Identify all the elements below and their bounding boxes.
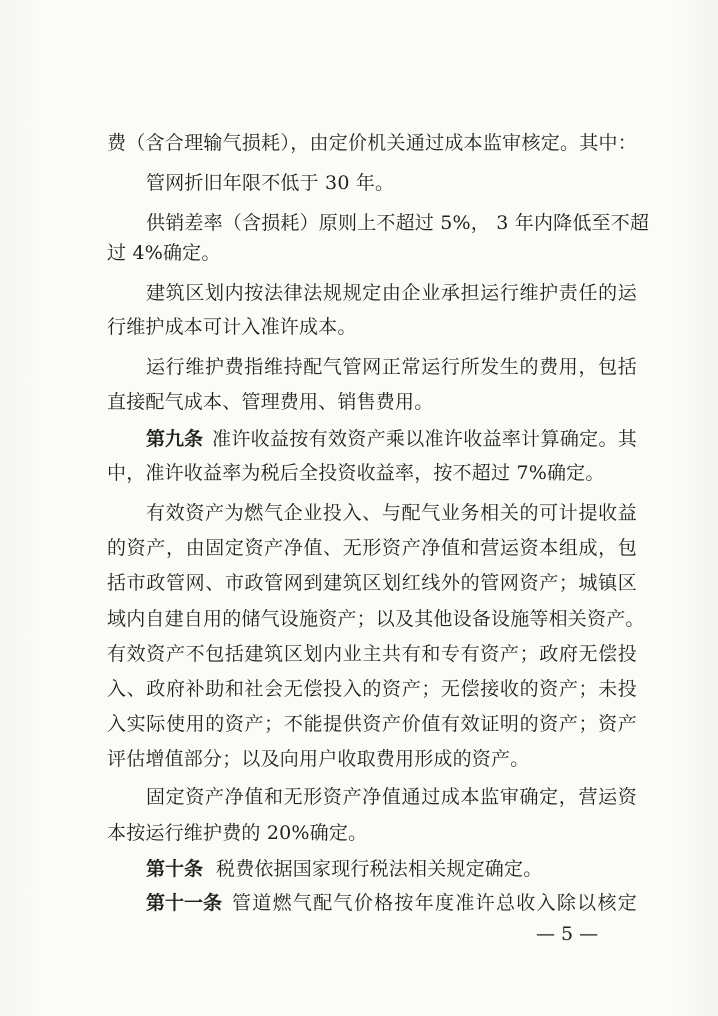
page-number: — 5 —: [536, 923, 599, 945]
text-line: 管道燃气配气价格按年度准许总收入除以核定: [232, 892, 637, 914]
article-eleven-heading: 第十一条: [146, 892, 223, 914]
text-line: 供销差率（含损耗）原则上不超过 5%， 3 年内降低至不超: [146, 212, 650, 234]
text-line: 建筑区划内按法律法规规定由企业承担运行维护责任的运: [146, 282, 637, 304]
text-line: 的资产，由固定资产净值、无形资产净值和营运资本组成，包: [107, 537, 637, 559]
text-line: 准许收益按有效资产乘以准许收益率计算确定。其: [212, 428, 637, 450]
text-line: 入、政府补助和社会无偿投入的资产；无偿接收的资产；未投: [107, 678, 637, 700]
text-line: 固定资产净值和无形资产净值通过成本监审确定，营运资: [146, 786, 637, 808]
text-line: 行维护成本可计入准许成本。: [107, 316, 357, 338]
text-line: 评估增值部分；以及向用户收取费用形成的资产。: [107, 748, 530, 770]
text-line: 运行维护费指维持配气管网正常运行所发生的费用，包括: [146, 356, 637, 378]
article-ten-heading: 第十条: [146, 858, 204, 880]
text-line: 本按运行维护费的 20%确定。: [107, 822, 368, 844]
text-line: 有效资产不包括建筑区划内业主共有和专有资产；政府无偿投: [107, 643, 637, 665]
text-line: 税费依据国家现行税法相关规定确定。: [216, 858, 543, 880]
article-nine-heading: 第九条: [146, 428, 204, 450]
text-line: 管网折旧年限不低于 30 年。: [146, 172, 395, 194]
text-line: 过 4%确定。: [107, 242, 221, 264]
text-line: 中，准许收益率为税后全投资收益率，按不超过 7%确定。: [107, 462, 605, 484]
text-line: 入实际使用的资产；不能提供资产价值有效证明的资产；资产: [107, 713, 637, 735]
text-line: 有效资产为燃气企业投入、与配气业务相关的可计提收益: [146, 502, 637, 524]
text-line: 直接配气成本、管理费用、销售费用。: [107, 391, 434, 413]
text-line: 域内自建自用的储气设施资产；以及其他设备设施等相关资产。: [107, 608, 645, 630]
text-line: 费（含合理输气损耗），由定价机关通过成本监审核定。其中：: [107, 132, 637, 154]
text-line: 括市政管网、市政管网到建筑区划红线外的管网资产；城镇区: [107, 572, 637, 594]
